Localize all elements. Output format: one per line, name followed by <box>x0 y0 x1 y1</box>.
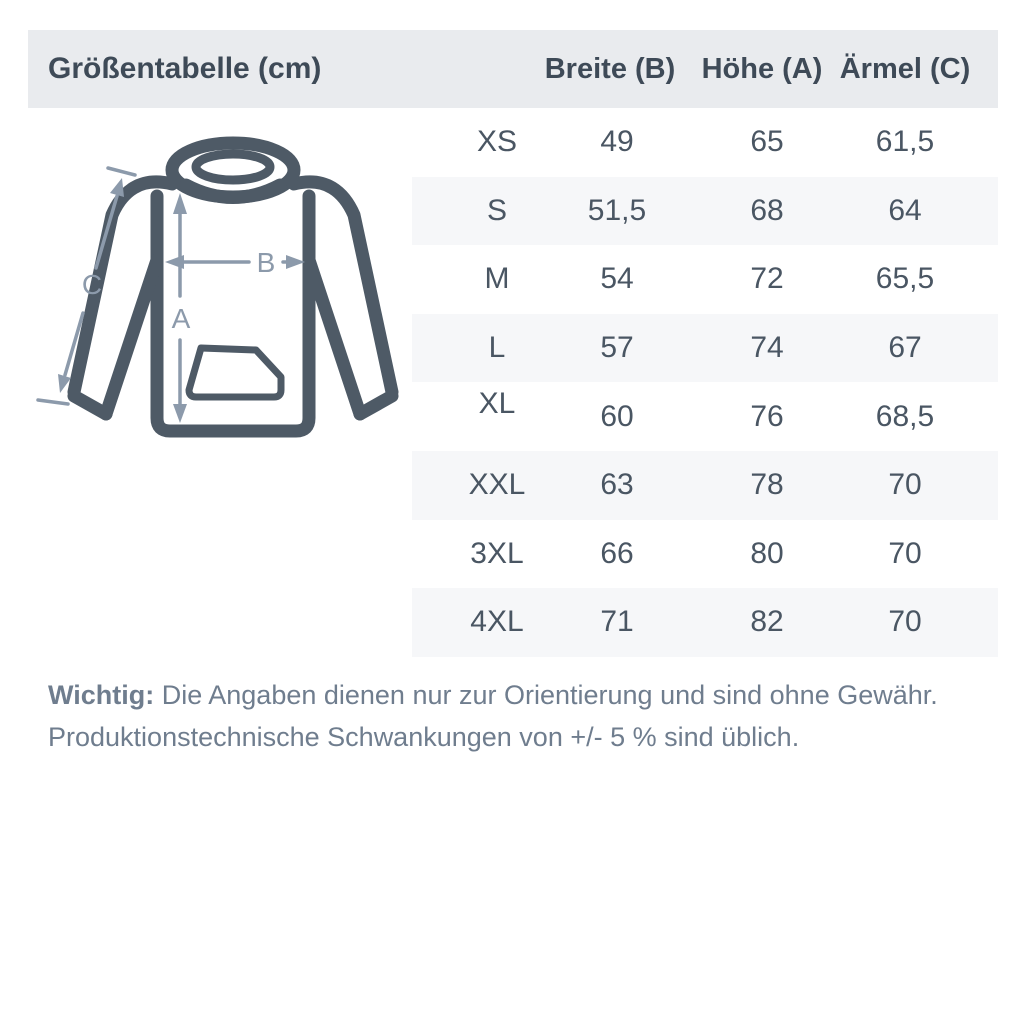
size-label: XS <box>476 125 518 159</box>
size-label: M <box>484 262 510 296</box>
breite-value: 66 <box>600 536 634 570</box>
aermel-value: 68,5 <box>875 399 935 433</box>
dimension-tick-c-bottom <box>38 400 68 404</box>
hoehe-value: 76 <box>750 399 784 433</box>
breite-value: 71 <box>600 605 634 639</box>
breite-value: 60 <box>600 399 634 433</box>
hoodie-pocket <box>189 348 281 397</box>
hoehe-value: 78 <box>750 468 784 502</box>
arrowhead-c-top <box>110 178 124 197</box>
table-row <box>412 245 998 314</box>
aermel-value: 67 <box>888 331 922 365</box>
breite-value: 63 <box>600 468 634 502</box>
disclaimer-label: Wichtig: <box>48 680 155 710</box>
table-header-bar <box>28 30 998 108</box>
table-row <box>412 108 998 177</box>
hoehe-value: 80 <box>750 536 784 570</box>
size-label: 3XL <box>470 536 524 570</box>
hoodie-right-sleeve-inner <box>309 260 360 414</box>
column-header-hoehe: Höhe (A) <box>701 53 823 85</box>
dimension-label-c: C <box>81 269 103 300</box>
aermel-value: 70 <box>888 468 922 502</box>
table-row <box>412 588 998 657</box>
size-label: 4XL <box>470 605 524 639</box>
arrowhead-b-left <box>165 255 184 269</box>
dimension-tick-c-top <box>108 168 135 175</box>
aermel-value: 64 <box>888 193 922 227</box>
dimension-label-b: B <box>256 247 276 278</box>
column-header-breite: Breite (B) <box>544 53 676 85</box>
breite-value: 49 <box>600 125 634 159</box>
arrowhead-b-right <box>286 255 305 269</box>
breite-value: 54 <box>600 262 634 296</box>
aermel-value: 70 <box>888 536 922 570</box>
aermel-value: 61,5 <box>875 125 935 159</box>
disclaimer <box>48 674 992 758</box>
hoodie-hood-rim <box>186 185 280 198</box>
disclaimer-text: Die Angaben dienen nur zur Orientierung und sind ohne Gewähr. Produktionstechnische Schwankungen von +/- 5 % sind üblich. <box>48 680 938 752</box>
arrowhead-a-top <box>173 193 187 214</box>
page-title: Größentabelle (cm) <box>48 52 322 85</box>
column-header-aermel: Ärmel (C) <box>839 53 971 85</box>
table-row <box>412 177 998 246</box>
hoehe-value: 65 <box>750 125 784 159</box>
table-row <box>412 451 998 520</box>
hoehe-value: 68 <box>750 193 784 227</box>
table-row <box>412 520 998 589</box>
breite-value: 51,5 <box>587 193 647 227</box>
dimension-label-a: A <box>171 303 191 334</box>
table-row <box>412 382 998 451</box>
hoehe-value: 72 <box>750 262 784 296</box>
hoehe-value: 74 <box>750 331 784 365</box>
hoodie-hood-inner <box>196 154 270 180</box>
hoodie-left-sleeve-inner <box>106 260 157 414</box>
hoodie-diagram <box>36 130 416 460</box>
size-label: L <box>488 331 506 365</box>
size-label: XL <box>478 386 516 420</box>
arrowhead-a-bottom <box>173 404 187 423</box>
aermel-value: 65,5 <box>875 262 935 296</box>
hoehe-value: 82 <box>750 605 784 639</box>
size-label: S <box>486 193 508 227</box>
size-label: XXL <box>468 468 526 502</box>
breite-value: 57 <box>600 331 634 365</box>
aermel-value: 70 <box>888 605 922 639</box>
